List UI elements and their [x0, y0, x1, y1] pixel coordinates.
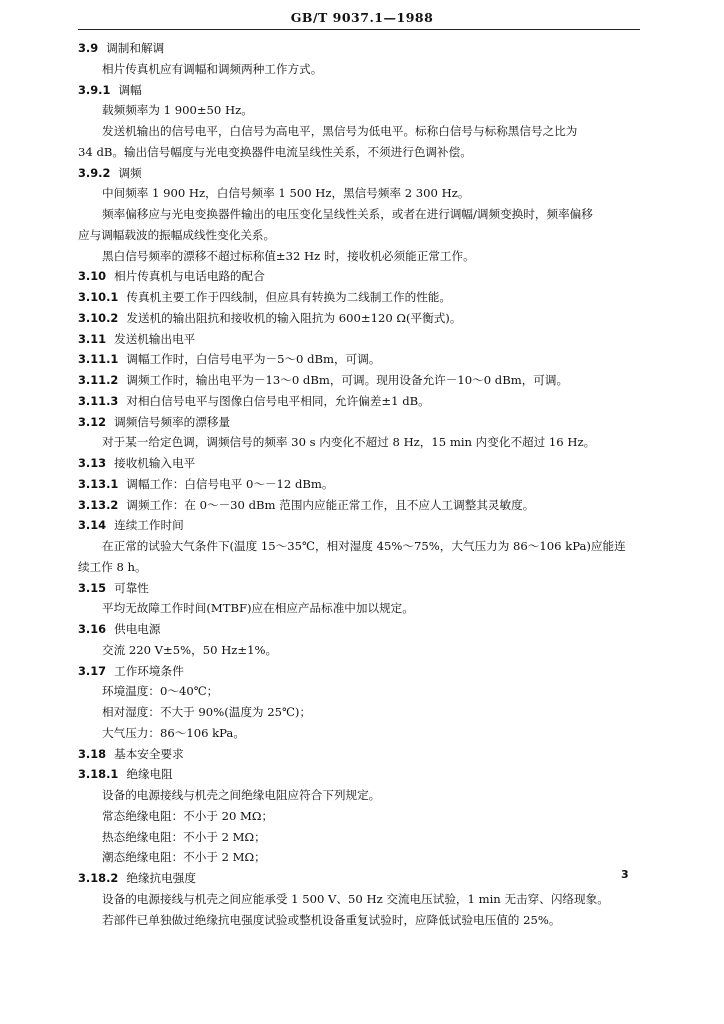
paragraph-text: 设备的电源接线与机壳之间应能承受 1 500 V、50 Hz 交流电压试验，1 min 无击穿、闪络现象。	[102, 891, 609, 906]
section-title: 调频工作时，输出电平为－13～0 dBm，可调。现用设备允许－10～0 dBm，可调。	[126, 373, 569, 387]
section-heading	[78, 453, 644, 474]
section-number: 3.9	[78, 41, 99, 55]
section-heading	[78, 38, 644, 59]
section-title: 绝缘抗电强度	[126, 871, 196, 885]
section-title: 基本安全要求	[114, 746, 184, 761]
body-text-line	[78, 723, 644, 744]
body-text-line	[78, 598, 644, 619]
paragraph-text: 交流 220 V±5%，50 Hz±1%。	[102, 642, 278, 657]
section-heading	[78, 349, 644, 370]
section-heading	[78, 329, 644, 350]
section-heading	[78, 308, 644, 329]
section-number: 3.14	[78, 518, 107, 533]
section-title: 发送机输出电平	[114, 331, 196, 346]
section-title: 调频	[118, 165, 142, 180]
paragraph-text: 黑白信号频率的漂移不超过标称值±32 Hz 时，接收机必须能正常工作。	[102, 248, 475, 263]
paragraph-text: 频率偏移应与光电变换器件输出的电压变化呈线性关系，或者在进行调幅/调频变换时，频率偏移	[102, 207, 593, 221]
section-title: 连续工作时间	[114, 518, 184, 533]
body-text-line	[78, 59, 644, 80]
page-number: 3	[621, 868, 629, 881]
body-text-line	[78, 432, 644, 453]
paragraph-text: 34 dB。输出信号幅度与光电变换器件电流呈线性关系，不须进行色调补偿。	[78, 144, 472, 159]
section-title: 对相白信号电平与图像白信号电平相同，允许偏差±1 dB。	[126, 393, 430, 408]
paragraph-text: 热态绝缘电阻：不小于 2 MΩ；	[102, 829, 266, 844]
section-heading	[78, 370, 644, 391]
section-number: 3.9.2	[78, 165, 111, 180]
body-text-line	[78, 827, 644, 848]
section-number: 3.15	[78, 580, 107, 595]
paragraph-text: 续工作 8 h。	[78, 559, 147, 574]
section-title: 接收机输入电平	[114, 456, 196, 470]
body-text-line	[78, 246, 644, 267]
body-text-line	[78, 702, 644, 723]
body-text-line	[78, 681, 644, 702]
paragraph-text: 在正常的试验大气条件下(温度 15～35℃，相对湿度 45%～75%，大气压力为 86～106 kPa)应能连	[102, 539, 626, 553]
body-text-line	[78, 204, 644, 225]
body-text-line	[78, 121, 644, 142]
body-text-line	[78, 225, 644, 246]
section-title: 工作环境条件	[114, 663, 184, 678]
section-heading	[78, 412, 644, 433]
section-title: 调频信号频率的漂移量	[114, 414, 231, 429]
paragraph-text: 大气压力：86～106 kPa。	[102, 725, 245, 740]
section-title: 调制和解调	[106, 41, 165, 55]
section-number: 3.11	[78, 331, 107, 346]
body-text-line	[78, 806, 644, 827]
section-number: 3.16	[78, 622, 107, 636]
section-number: 3.18.2	[78, 871, 119, 885]
section-number: 3.10.2	[78, 310, 119, 325]
section-number: 3.11.1	[78, 352, 119, 367]
section-title: 供电电源	[114, 622, 161, 636]
section-heading	[78, 266, 644, 287]
section-title: 相片传真机与电话电路的配合	[114, 269, 265, 284]
section-title: 调幅工作：白信号电平 0～－12 dBm。	[126, 476, 334, 491]
section-number: 3.18.1	[78, 767, 119, 782]
section-title: 发送机的输出阻抗和接收机的输入阻抗为 600±120 Ω(平衡式)。	[126, 310, 462, 325]
section-number: 3.10	[78, 269, 107, 284]
section-number: 3.13.1	[78, 476, 119, 491]
section-number: 3.17	[78, 663, 107, 678]
section-title: 传真机主要工作于四线制，但应具有转换为二线制工作的性能。	[126, 290, 451, 304]
paragraph-text: 中间频率 1 900 Hz，白信号频率 1 500 Hz，黑信号频率 2 300 Hz。	[102, 186, 470, 201]
section-heading	[78, 744, 644, 765]
body-text-line	[78, 785, 644, 806]
section-heading	[78, 80, 644, 101]
paragraph-text: 设备的电源接线与机壳之间绝缘电阻应符合下列规定。	[102, 788, 381, 802]
paragraph-text: 环境温度：0～40℃；	[102, 684, 219, 699]
body-text-line	[78, 847, 644, 868]
body-text-line	[78, 557, 644, 578]
paragraph-text: 相对湿度：不大于 90%(温度为 25℃)；	[102, 705, 312, 719]
body-text-line	[78, 536, 644, 557]
section-heading	[78, 619, 644, 640]
paragraph-text: 潮态绝缘电阻：不小于 2 MΩ；	[102, 850, 266, 865]
section-heading	[78, 578, 644, 599]
section-heading	[78, 474, 644, 495]
section-heading	[78, 661, 644, 682]
section-title: 调幅	[118, 82, 142, 97]
document-body	[78, 38, 644, 930]
body-text-line	[78, 183, 644, 204]
section-heading	[78, 515, 644, 536]
section-heading	[78, 764, 644, 785]
body-text-line	[78, 889, 644, 910]
paragraph-text: 应与调幅载波的振幅成线性变化关系。	[78, 227, 276, 242]
paragraph-text: 发送机输出的信号电平，白信号为高电平，黑信号为低电平。标称白信号与标称黑信号之比为	[102, 124, 578, 138]
section-heading	[78, 163, 644, 184]
document-header: GB/T 9037.1—1988	[290, 10, 434, 25]
body-text-line	[78, 910, 644, 931]
section-heading	[78, 391, 644, 412]
header-rule	[78, 29, 640, 30]
section-number: 3.11.2	[78, 373, 119, 387]
paragraph-text: 平均无故障工作时间(MTBF)应在相应产品标准中加以规定。	[102, 601, 414, 616]
section-number: 3.13.2	[78, 497, 119, 512]
section-number: 3.13	[78, 456, 107, 470]
section-number: 3.11.3	[78, 393, 119, 408]
section-number: 3.10.1	[78, 290, 119, 304]
section-number: 3.12	[78, 414, 107, 429]
body-text-line	[78, 100, 644, 121]
section-title: 调幅工作时，白信号电平为－5～0 dBm，可调。	[126, 352, 381, 367]
paragraph-text: 载频频率为 1 900±50 Hz。	[102, 103, 253, 118]
section-heading	[78, 495, 644, 516]
paragraph-text: 相片传真机应有调幅和调频两种工作方式。	[102, 61, 323, 76]
section-title: 可靠性	[114, 580, 149, 595]
section-number: 3.18	[78, 746, 107, 761]
body-text-line	[78, 142, 644, 163]
paragraph-text: 对于某一给定色调，调频信号的频率 30 s 内变化不超过 8 Hz，15 min 内变化不超过 16 Hz。	[102, 435, 596, 450]
body-text-line	[78, 640, 644, 661]
section-number: 3.9.1	[78, 82, 111, 97]
paragraph-text: 常态绝缘电阻：不小于 20 MΩ；	[102, 808, 274, 823]
section-title: 调频工作：在 0～－30 dBm 范围内应能正常工作，且不应人工调整其灵敏度。	[126, 497, 535, 512]
section-heading	[78, 868, 644, 889]
paragraph-text: 若部件已单独做过绝缘抗电强度试验或整机设备重复试验时，应降低试验电压值的 25%。	[102, 912, 561, 927]
section-heading	[78, 287, 644, 308]
section-title: 绝缘电阻	[126, 767, 173, 782]
